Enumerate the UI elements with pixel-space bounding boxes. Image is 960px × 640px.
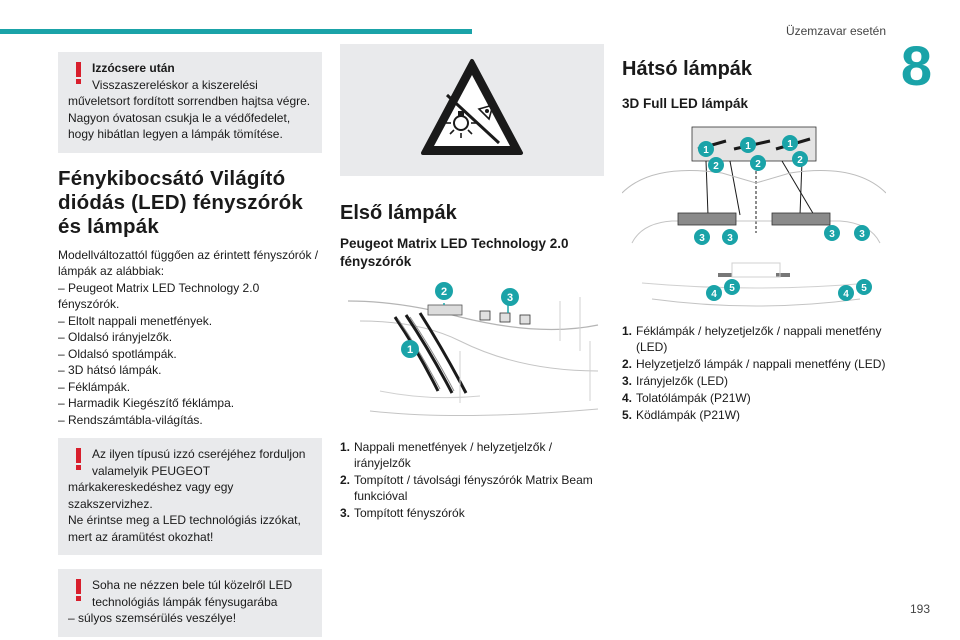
callout-5-label: 5 xyxy=(729,283,735,294)
callout-4-label: 4 xyxy=(843,289,849,300)
callout-3-label: 3 xyxy=(727,233,733,244)
list-item: 2. Helyzetjelző lámpák / nappali menetfény (LED) xyxy=(622,357,886,371)
warning-text: – súlyos szemsérülés veszélye! xyxy=(68,611,237,625)
front-headlight-diagram xyxy=(340,281,604,431)
callout-3-label: 3 xyxy=(829,229,835,240)
list-item: 2. Tompított / távolsági fényszórók Matrix Beam funkcióval xyxy=(340,473,593,503)
callout-1-label: 1 xyxy=(703,145,709,156)
callout-1-label: 1 xyxy=(787,139,793,150)
callout-2-label: 2 xyxy=(797,155,803,166)
led-list xyxy=(58,280,322,429)
warning-box-after-bulb-change xyxy=(58,52,322,153)
list-item: 1. Féklámpák / helyzetjelzők / nappali menetfény (LED) xyxy=(622,324,882,354)
callout-1-label: 1 xyxy=(406,344,414,356)
front-lights-subheading: Peugeot Matrix LED Technology 2.0 fényszórók xyxy=(340,236,569,269)
no-look-led-warning-illustration xyxy=(340,44,604,176)
header-accent-bar xyxy=(0,29,472,34)
column-right xyxy=(622,58,886,424)
warning-exclamation-icon xyxy=(72,579,86,601)
warning-text-first: Az ilyen típusú izzó cseréjéhez forduljon valamelyik PEUGEOT xyxy=(92,447,306,478)
column-left xyxy=(58,52,322,640)
callout-2-label: 2 xyxy=(713,161,719,172)
chapter-title: Üzemzavar esetén xyxy=(785,24,886,38)
no-look-at-led-icon xyxy=(417,55,527,165)
list-item: 4. Tolatólámpák (P21W) xyxy=(622,391,751,405)
front-legend xyxy=(340,439,604,521)
warning-exclamation-icon xyxy=(72,62,86,84)
callout-3-label: 3 xyxy=(699,233,705,244)
warning-text: Ne érintse meg a LED technológiás izzókat, mert az áramütést okozhat! xyxy=(68,513,301,544)
list-item: – Oldalsó spotlámpák. xyxy=(58,346,322,363)
led-section-intro: Modellváltozattól függően az érintett fényszórók / lámpák az alábbiak: xyxy=(58,247,319,278)
list-item: – Peugeot Matrix LED Technology 2.0 fényszórók. xyxy=(58,280,322,313)
callout-3-label: 3 xyxy=(859,229,865,240)
warning-text-line1: Visszaszereléskor a kiszerelési xyxy=(92,77,258,92)
front-lights-heading: Első lámpák xyxy=(340,202,457,224)
warning-box-eye-danger xyxy=(58,569,322,637)
rear-lights-diagram xyxy=(622,123,886,311)
rear-legend xyxy=(622,323,886,423)
callout-2-label: 2 xyxy=(755,159,761,170)
warning-box-dealer xyxy=(58,438,322,555)
warning-title: Izzócsere után xyxy=(92,61,175,75)
led-section-heading: Fénykibocsátó Világító diódás (LED) fényszórók és lámpák xyxy=(58,166,303,238)
warning-text-first: Soha ne nézzen bele túl közelről LED technológiás lámpák fénysugarába xyxy=(92,578,293,609)
list-item: 3. Tompított fényszórók xyxy=(340,506,465,520)
list-item: – 3D hátsó lámpák. xyxy=(58,362,322,379)
rear-lights-heading: Hátsó lámpák xyxy=(622,58,753,80)
list-item: – Eltolt nappali menetfények. xyxy=(58,313,322,330)
callout-3-label: 3 xyxy=(506,292,514,304)
list-item: – Oldalsó irányjelzők. xyxy=(58,329,322,346)
chapter-number: 8 xyxy=(900,34,932,97)
list-item: – Harmadik Kiegészítő féklámpa. xyxy=(58,395,322,412)
callout-1-label: 1 xyxy=(745,141,751,152)
page-number: 193 xyxy=(909,602,930,616)
list-item: 3. Irányjelzők (LED) xyxy=(622,374,729,388)
list-item: – Féklámpák. xyxy=(58,379,322,396)
headlight-diagram-svg xyxy=(340,281,604,431)
column-middle xyxy=(340,44,604,522)
list-item: 1. Nappali menetfények / helyzetjelzők / irányjelzők xyxy=(340,440,553,470)
warning-text: műveletsort fordított sorrendben hajtsa végre. Nagyon óvatosan csukja le a védőfedelet, hogy hibátlan legyen a lámpák tömítése. xyxy=(68,94,311,141)
list-item: – Rendszámtábla-világítás. xyxy=(58,412,322,429)
callout-4-label: 4 xyxy=(711,289,717,300)
rear-lights-subheading: 3D Full LED lámpák xyxy=(622,96,749,111)
list-item: 5. Ködlámpák (P21W) xyxy=(622,408,741,422)
warning-exclamation-icon xyxy=(72,448,86,470)
warning-text: márkakereskedéshez vagy egy szakszervizhez. xyxy=(68,480,234,511)
callout-5-label: 5 xyxy=(861,283,867,294)
rear-lights-diagram-svg xyxy=(622,123,886,311)
callout-2-label: 2 xyxy=(440,286,448,298)
